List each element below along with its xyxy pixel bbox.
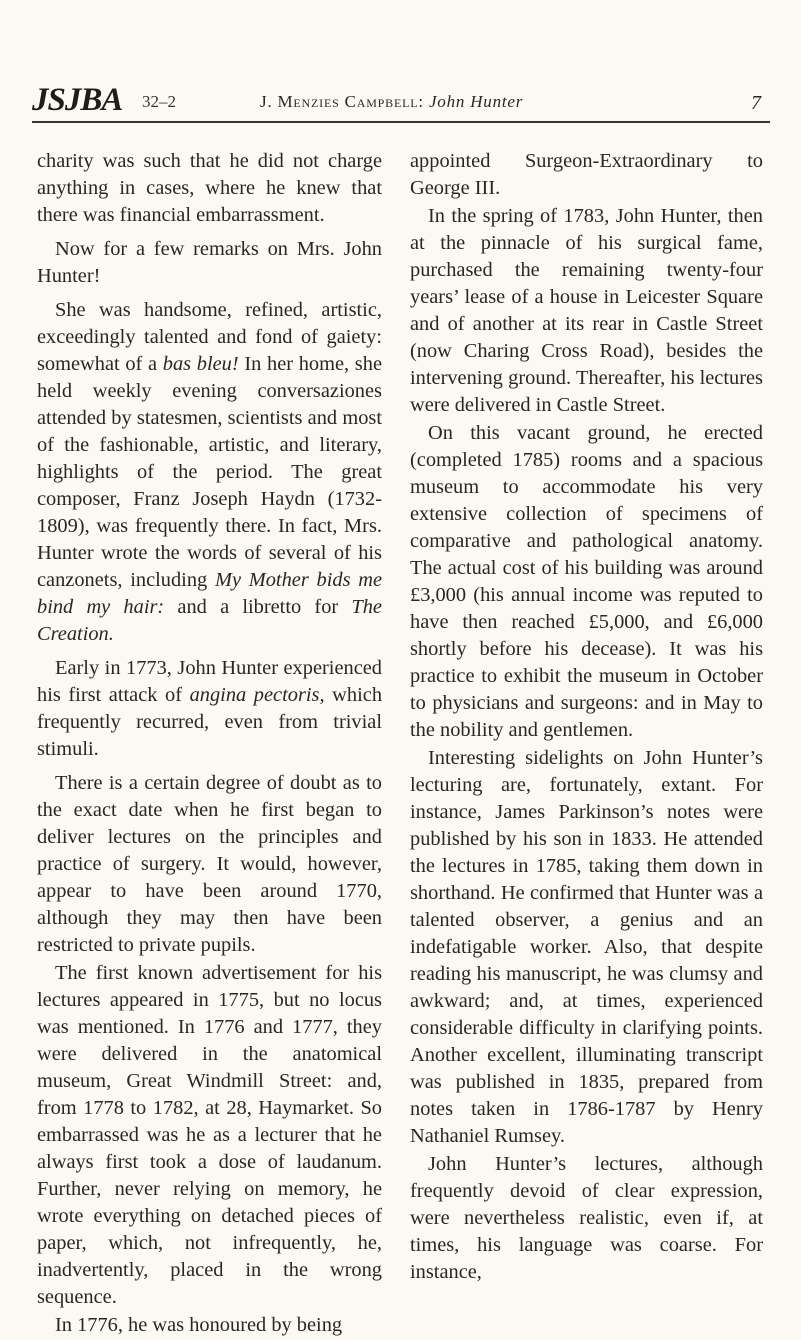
left-column — [37, 148, 382, 1340]
paragraph: She was handsome, refined, artistic, exceedingly talented and fond of gaiety: somewhat of a bas bleu! In her home, she held weekly evening conversaziones attended by statesmen, scientists and most of the fashionable, artistic, and literary, highlights of the period. The great composer, Franz Joseph Haydn (1732-1809), was frequently there. In fact, Mrs. Hunter wrote the words of several of his canzonets, including My Mother bids me bind my hair: and a libretto for The Creation. — [37, 299, 383, 645]
paragraph: charity was such that he did not charge anything in cases, where he knew that there was financial embarrassment. — [37, 150, 382, 226]
paragraph: John Hunter’s lectures, although frequently devoid of clear expression, were nevertheless realistic, even if, at times, his language was coarse. For instance, — [410, 1153, 763, 1283]
journal-logo: JSJBA — [32, 82, 123, 118]
paragraph: appointed Surgeon-Extraordinary to George III. — [410, 150, 763, 199]
running-head-author: J. Menzies Campbell: — [260, 92, 424, 111]
paragraph: In the spring of 1783, John Hunter, then at the pinnacle of his surgical fame, purchased the remaining twenty-four years’ lease of a house in Leicester Square and of another at its rear in Castle Street (now Charing Cross Road), besides the intervening ground. Thereafter, his lectures were delivered in Castle Street. — [410, 205, 763, 416]
page-header — [32, 82, 772, 122]
paragraph: Early in 1773, John Hunter experienced his first attack of angina pectoris, which frequently recurred, even from trivial stimuli. — [37, 657, 383, 760]
running-head-title: John Hunter — [428, 92, 524, 111]
paragraph: In 1776, he was honoured by being — [55, 1314, 343, 1336]
page-number: 7 — [751, 92, 761, 114]
running-head — [260, 92, 523, 112]
paragraph: The first known advertisement for his lectures appeared in 1775, but no locus was mentioned. In 1776 and 1777, they were delivered in the anatomical museum, Great Windmill Street: and, from 1778 to 1782, at 28, Haymarket. So embarrassed was he as a lecturer that he always first took a dose of laudanum. Further, never relying on memory, he wrote everything on detached pieces of paper, which, not infrequently, he, inadvertently, placed in the wrong sequence. — [37, 962, 382, 1308]
issue-number: 32–2 — [142, 92, 176, 111]
paragraph: On this vacant ground, he erected (completed 1785) rooms and a spacious museum to accommodate his very extensive collection of specimens of comparative and pathological anatomy. The actual cost of his building was around £3,000 (his annual income was reputed to have then reached £5,000, and £6,000 shortly before his decease). It was his practice to exhibit the museum in October to physicians and surgeons: and in May to the nobility and gentlemen. — [410, 422, 763, 741]
paragraph: Interesting sidelights on John Hunter’s lecturing are, fortunately, extant. For instance, James Parkinson’s notes were published by his son in 1833. He attended the lectures in 1785, taking them down in shorthand. He confirmed that Hunter was a talented observer, a genius and an indefatigable worker. Also, that despite reading his manuscript, he was clumsy and awkward; and, at times, experienced considerable difficulty in clarifying points. Another excellent, illuminating transcript was published in 1835, prepared from notes taken in 1786-1787 by Henry Nathaniel Rumsey. — [410, 747, 763, 1147]
header-rule — [32, 121, 770, 123]
paragraph: There is a certain degree of doubt as to the exact date when he first began to deliver lectures on the principles and practice of surgery. It would, however, appear to have been around 1770, although they may then have been restricted to private pupils. — [37, 772, 382, 956]
right-column — [410, 148, 763, 1287]
paragraph: Now for a few remarks on Mrs. John Hunter! — [37, 238, 382, 287]
